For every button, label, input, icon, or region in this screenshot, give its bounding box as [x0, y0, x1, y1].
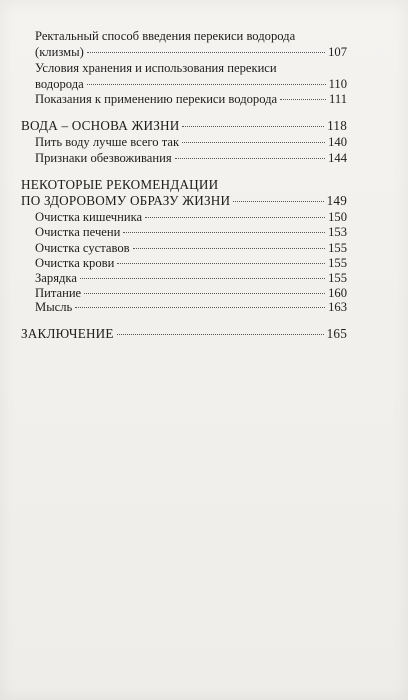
toc-chapter-title: НЕКОТОРЫЕ РЕКОМЕНДАЦИИ — [21, 177, 219, 192]
dot-leader — [182, 142, 325, 143]
toc-page-number: 111 — [329, 92, 347, 106]
toc-page-number: 110 — [328, 77, 347, 91]
toc-entry-label: Признаки обезвоживания — [35, 151, 172, 165]
toc-entry — [35, 224, 347, 240]
dot-leader — [145, 217, 325, 218]
toc-chapter — [21, 118, 347, 134]
toc-page-number: 149 — [326, 193, 347, 208]
toc-page-number: 153 — [328, 225, 347, 239]
toc-entry-label: Пить воду лучше всего так — [35, 135, 180, 149]
toc-entry-label: Очистка суставов — [35, 241, 130, 255]
dot-leader — [123, 232, 325, 233]
toc-page-number: 107 — [328, 45, 347, 59]
dot-leader — [84, 293, 325, 294]
toc-entry-label: Очистка печени — [35, 225, 121, 239]
toc-chapter-title: ЗАКЛЮЧЕНИЕ — [21, 326, 114, 341]
toc-entry — [35, 91, 347, 107]
toc-page-number: 160 — [328, 286, 347, 300]
dot-leader — [117, 263, 325, 264]
toc-entry-label: Очистка кишечника — [35, 210, 143, 224]
toc-entry — [35, 270, 347, 286]
toc-entry — [35, 44, 347, 60]
toc-entry — [35, 240, 347, 256]
toc-page-number: 118 — [327, 118, 347, 133]
toc-entry-label: Зарядка — [35, 271, 77, 285]
dot-leader — [75, 307, 325, 308]
toc-page-number: 155 — [328, 256, 347, 270]
toc-page-number: 140 — [328, 135, 347, 149]
toc-page-number: 150 — [328, 210, 347, 224]
toc-page-number: 144 — [328, 151, 347, 165]
toc-entry — [35, 209, 347, 225]
dot-leader — [80, 278, 325, 279]
dot-leader — [87, 52, 325, 53]
toc-entry-text: Ректальный способ введения перекиси водорода — [35, 29, 296, 43]
toc-entry-label: Питание — [35, 286, 82, 300]
dot-leader — [175, 158, 325, 159]
toc-page-number: 155 — [328, 271, 347, 285]
toc-chapter-title: ПО ЗДОРОВОМУ ОБРАЗУ ЖИЗНИ — [21, 193, 231, 208]
dot-leader — [182, 126, 324, 127]
dot-leader — [117, 334, 324, 335]
toc-entry — [35, 76, 347, 92]
toc-entry-label: (клизмы) — [35, 45, 84, 59]
toc-page-number: 155 — [328, 241, 347, 255]
dot-leader — [280, 99, 326, 100]
toc-entry-label: водорода — [35, 77, 84, 91]
toc-chapter — [21, 326, 347, 342]
toc-chapter — [21, 193, 347, 209]
toc-entry — [35, 255, 347, 271]
toc-entry — [35, 134, 347, 150]
toc-entry — [35, 150, 347, 166]
dot-leader — [233, 201, 323, 202]
dot-leader — [87, 84, 326, 85]
toc-entry-label: Мысль — [35, 300, 73, 314]
toc-page-number: 163 — [328, 300, 347, 314]
dot-leader — [133, 248, 326, 249]
toc-entry-text: Условия хранения и использования перекиси — [35, 61, 277, 75]
toc-entry-label: Показания к применению перекиси водорода — [35, 92, 278, 106]
toc-entry-label: Очистка крови — [35, 256, 115, 270]
toc-chapter-title: ВОДА – ОСНОВА ЖИЗНИ — [21, 118, 180, 133]
toc-entry — [35, 299, 347, 315]
toc-page-number: 165 — [326, 326, 347, 341]
